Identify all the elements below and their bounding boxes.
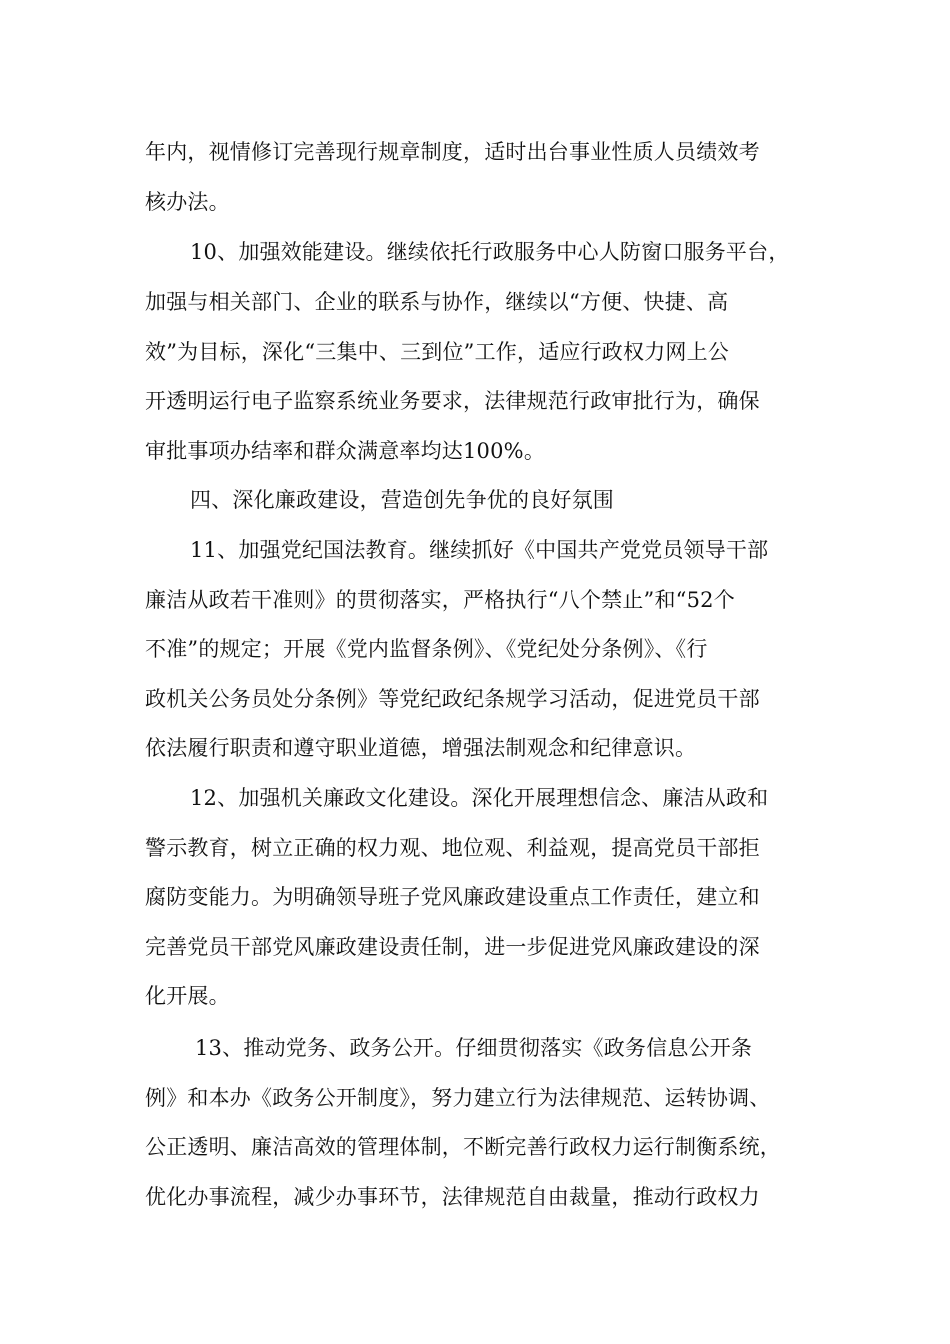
text-line: 警示教育，树立正确的权力观、地位观、利益观，提高党员干部拒 <box>145 836 760 860</box>
text-line: 完善党员干部党风廉政建设责任制，进一步促进党风廉政建设的深 <box>145 935 760 959</box>
paragraph-10-start: 10、加强效能建设。继续依托行政服务中心人防窗口服务平台， <box>190 240 790 264</box>
text-line: 年内，视情修订完善现行规章制度，适时出台事业性质人员绩效考 <box>145 140 760 164</box>
text-line: 例》和本办《政务公开制度》，努力建立行为法律规范、运转协调、 <box>145 1086 771 1110</box>
text-line: 公正透明、廉洁高效的管理体制，不断完善行政权力运行制衡系统， <box>145 1135 781 1159</box>
paragraph-11-start: 11、加强党纪国法教育。继续抓好《中国共产党党员领导干部 <box>190 538 769 562</box>
paragraph-13-start: 13、推动党务、政务公开。仔细贯彻落实《政务信息公开条 <box>195 1036 753 1060</box>
text-line: 优化办事流程，减少办事环节，法律规范自由裁量，推动行政权力 <box>145 1185 760 1209</box>
text-line: 化开展。 <box>145 984 230 1008</box>
text-line: 不准”的规定；开展《党内监督条例》、《党纪处分条例》、《行 <box>145 637 708 661</box>
text-line: 腐防变能力。为明确领导班子党风廉政建设重点工作责任，建立和 <box>145 885 760 909</box>
text-line: 开透明运行电子监察系统业务要求，法律规范行政审批行为，确保 <box>145 389 760 413</box>
text-line: 廉洁从政若干准则》的贯彻落实，严格执行“八个禁止”和“52个 <box>145 588 735 612</box>
text-line: 加强与相关部门、企业的联系与协作，继续以“方便、快捷、高 <box>145 290 729 314</box>
text-line: 审批事项办结率和群众满意率均达100%。 <box>145 439 546 463</box>
text-line: 核办法。 <box>145 190 230 214</box>
text-line: 政机关公务员处分条例》等党纪政纪条规学习活动，促进党员干部 <box>145 687 760 711</box>
text-line: 依法履行职责和遵守职业道德，增强法制观念和纪律意识。 <box>145 736 697 760</box>
paragraph-12-start: 12、加强机关廉政文化建设。深化开展理想信念、廉洁从政和 <box>190 786 769 810</box>
section-heading-4: 四、深化廉政建设，营造创先争优的良好氛围 <box>190 488 614 512</box>
text-line: 效”为目标，深化“三集中、三到位”工作，适应行政权力网上公 <box>145 340 730 364</box>
